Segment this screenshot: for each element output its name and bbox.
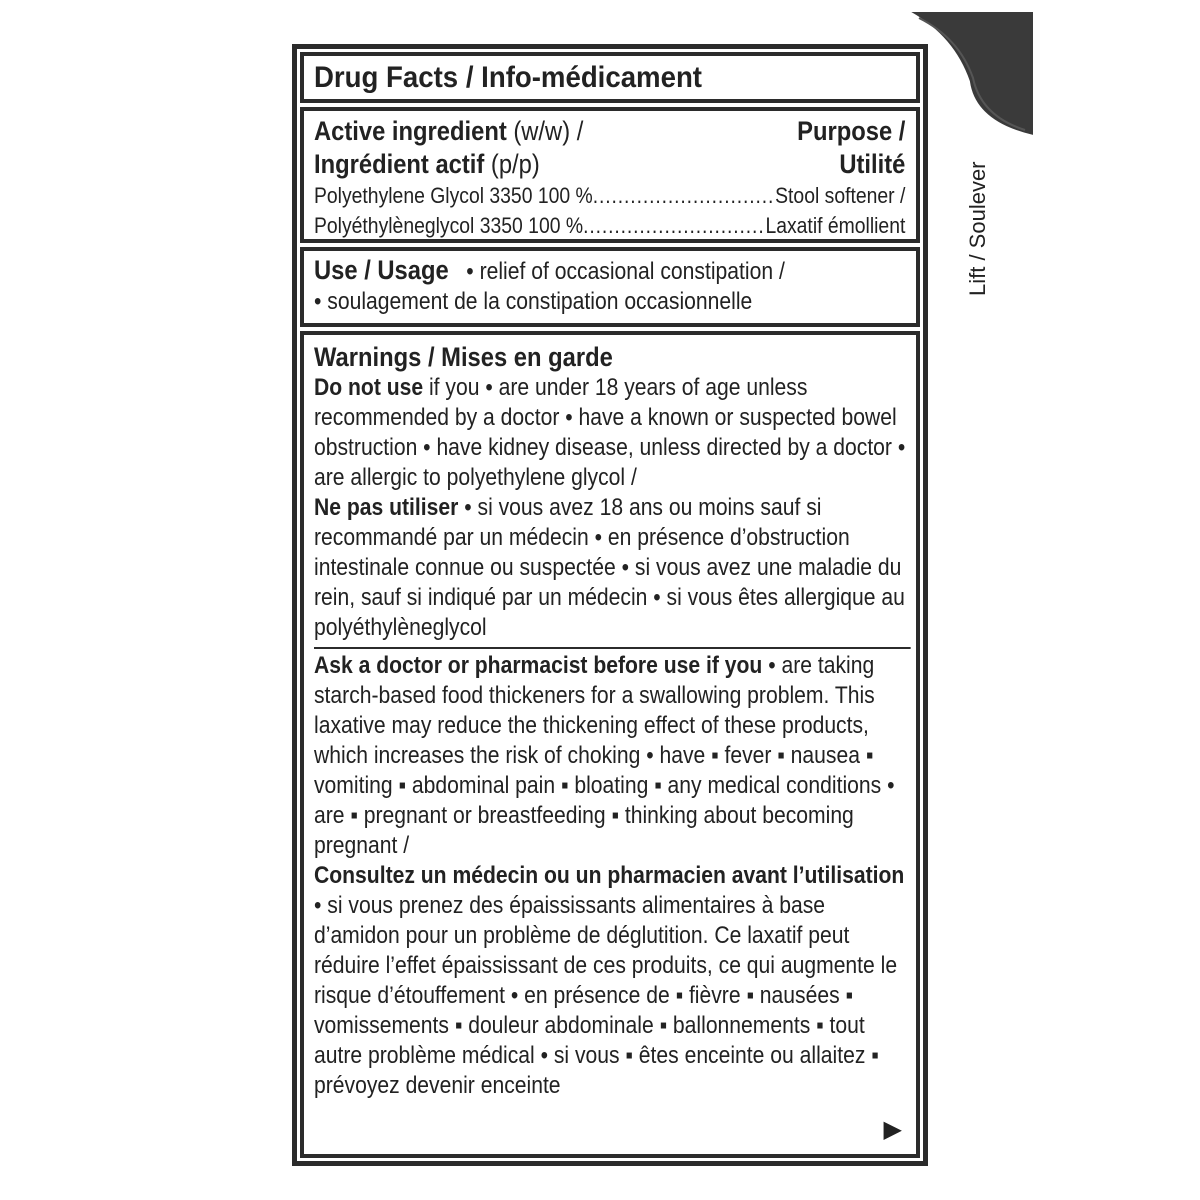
ingredient-row <box>314 181 905 211</box>
use-content <box>314 255 905 317</box>
consult-section <box>314 861 911 1101</box>
purpose-heading-en: Purpose / <box>797 116 906 146</box>
do-not-use-heading: Do not use <box>314 374 424 401</box>
active-heading-row-2 <box>314 148 905 181</box>
ingredient-purpose: Laxatif émollient <box>765 213 906 238</box>
consult-text: • si vous prenez des épaississants alimentaires à base d’amidon pour un problème de déglutition. Ce laxatif peut réduire l’effet épaississant de ces produits, ce qui augmente le risque d’étouffement • en présence de ▪ fièvre ▪ nausées ▪ vomissements ▪ douleur abdominale ▪ ballonnements ▪ tout autre problème médical • si vous ▪ êtes enceinte ou allaitez ▪ prévoyez devenir enceinte <box>314 892 898 1099</box>
use-box <box>300 247 920 327</box>
active-heading-en: Active ingredient (w/w) / <box>314 116 584 146</box>
section-divider <box>314 647 911 649</box>
drug-facts-title: Drug Facts / Info-médicament <box>314 61 702 94</box>
ask-doctor-heading: Ask a doctor or pharmacist before use if you <box>314 652 763 679</box>
active-heading-row-1 <box>314 115 905 148</box>
drug-facts-header-box <box>300 52 920 103</box>
lift-tab-label[interactable]: Lift / Soulever <box>965 161 990 296</box>
do-not-use-section <box>314 373 911 493</box>
ingredient-row <box>314 211 905 241</box>
use-line-fr: • soulagement de la constipation occasionnelle <box>314 288 753 315</box>
continue-arrow-icon: ▶ <box>883 1116 902 1143</box>
purpose-heading-fr: Utilité <box>839 149 906 179</box>
active-ingredient-box <box>300 107 920 243</box>
active-heading-fr: Ingrédient actif (p/p) <box>314 149 540 179</box>
peel-corner-icon[interactable] <box>905 12 1033 138</box>
leader-dots <box>583 211 765 241</box>
leader-dots <box>593 181 775 211</box>
ingredient-name: Polyéthylèneglycol 3350 100 % <box>314 213 584 238</box>
consult-heading: Consultez un médecin ou un pharmacien avant l’utilisation <box>314 862 905 889</box>
active-ingredient-content <box>314 115 905 241</box>
ne-pas-utiliser-section <box>314 493 911 643</box>
do-not-use-text: if you • are under 18 years of age unless recommended by a doctor • have a known or suspected bowel obstruction • have kidney disease, unless directed by a doctor • are allergic to polyethylene glycol / <box>314 374 906 491</box>
warnings-heading: Warnings / Mises en garde <box>314 342 613 372</box>
drug-facts-label <box>292 44 928 1166</box>
ingredient-name: Polyethylene Glycol 3350 100 % <box>314 183 593 208</box>
warnings-content <box>314 341 911 1101</box>
ask-doctor-text: • are taking starch-based food thickeners for a swallowing problem. This laxative may reduce the thickening effect of these products, which increases the risk of choking • have ▪ fever ▪ nausea ▪ vomiting ▪ abdominal pain ▪ bloating ▪ any medical conditions • are ▪ pregnant or breastfeeding ▪ thinking about becoming pregnant / <box>314 652 895 859</box>
ask-doctor-section <box>314 651 911 861</box>
ne-pas-utiliser-text: • si vous avez 18 ans ou moins sauf si recommandé par un médecin • en présence d’obstruction intestinale connue ou suspectée • si vous avez une maladie du rein, sauf si indiqué par un médecin • si vous êtes allergique au polyéthylèneglycol <box>314 494 905 641</box>
warnings-box <box>300 331 920 1158</box>
use-line-en: • relief of occasional constipation / <box>466 258 785 285</box>
ne-pas-utiliser-heading: Ne pas utiliser <box>314 494 459 521</box>
use-heading: Use / Usage <box>314 255 449 285</box>
ingredient-purpose: Stool softener / <box>775 183 906 208</box>
